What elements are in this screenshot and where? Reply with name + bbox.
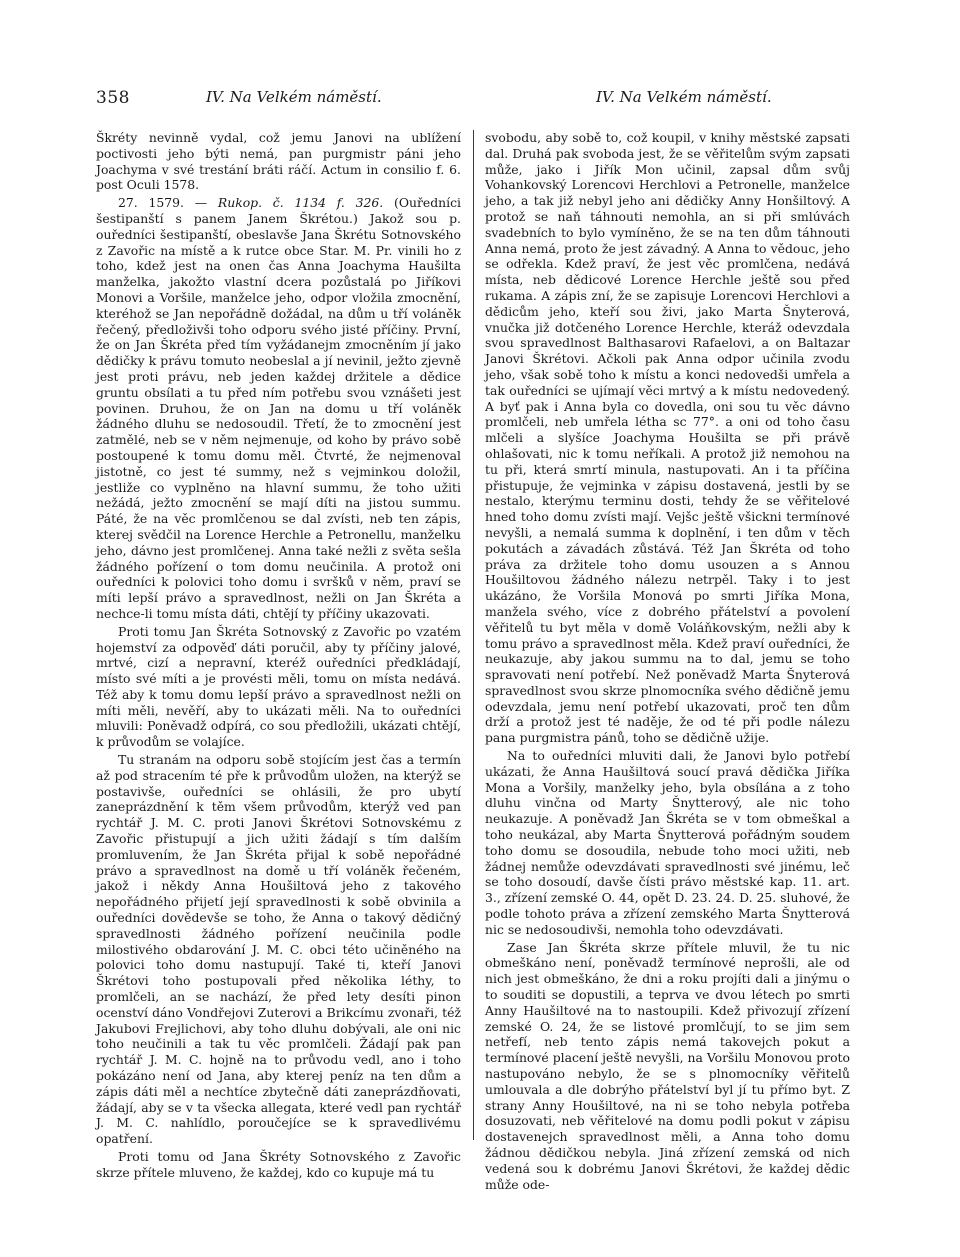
- entry-27: [96, 195, 461, 622]
- page-number: 358: [96, 88, 130, 108]
- running-head-right: IV. Na Velkém náměstí.: [596, 88, 772, 106]
- paragraph: Tu stranám na odporu sobě stojícím jest čas a termín až pod stracením té pře k průvodům uložen, na kterýž se postavivše, ouředníci se ohlásili, že pro ubytí zaneprázdnění k těm všem průvodům, kterýž ved pan rychtář J. M. C. proti Janovi Škrétovi Sotnovskému z Zavořic přistupují a jich užiti žádají s tím dalším promluvením, že Jan Škréta přijal k sobě nepořádné právo a spravedlnost na domě u tří voláněk řečeném, jakož i někdy Anna Houšiltová jeho z takového nepořádného přijetí její spravedlnosti k sobě obvinila a ouředníci dovědevše se toho, že Anna o takový dědičný spravedlnosti žádného pořízení neučinila podle milostivého obdarování J. M. C. obci této učiněného na polovici toho domu nastupují. Také ti, kteří Janovi Škrétovi toho postupovali před několika léthy, to promlčeli, an se nachází, že před lety desíti pinon ocenství dáno Vondřejovi Zuterovi a Brikcímu zvonaři, též Jakubovi Frejlichovi, aby toho dluhu dobývali, ale oni nic toho neučinili a tak tu věc promlčeli. Žádají pak pan rychtář J. M. C. hojně na to průvodu vedl, ano i toho pokázáno není od Jana, aby kterej peníz na ten dům a zápis dáti měl a nechtíce zbytečně dáti zaneprázdňovati, žádají, aby se v ta všecka allegata, které vedl pan rychtář J. M. C. nahlídlo, poroučejíce se k spravedlivému opatření.: [96, 752, 461, 1147]
- paragraph: Škréty nevinně vydal, což jemu Janovi na ublížení poctivosti jeho býti nemá, pan purgmistr páni jeho Joachyma v své trestání bráti ráčí. Actum in consilio f. 6. post Oculi 1578.: [96, 130, 461, 193]
- paragraph: Zase Jan Škréta skrze přítele mluvil, že tu nic obmeškáno není, poněvadž termínové neprošli, ale od nich jest obmeškáno, že dni a roku projíti dali a jinýmu o to souditi se dopustili, a teprva ve dvou létech po smrti Anny Haušiltové na to nastoupili. Kdež přivozují zřízení zemské O. 24, že se listové promlčují, to se jim sem netřefí, neb tento zápis nemá takovejch pokut a termínové placení ještě nevyšli, na Voršilu Monovou proto nastupováno nebylo, že se s plnomocníky věřitelů umlouvala a dle dobrýho přátelství byl jí tu přímo byt. Z strany Anny Houšiltové, na ni se toho nebyla potřeba dosuzovati, neb věřitelové na domu podli pokut v zápisu dostavenejch spravedlnost měli, a Anna toho domu žádnou dědičkou nebyla. Jiná zřízení zemská od nich vedená sou k dobrému Janovi Škrétovi, že každej dědic může ode-: [485, 939, 850, 1192]
- page-header: [96, 88, 856, 112]
- paragraph: Proti tomu Jan Škréta Sotnovský z Zavořic po vzatém hojemství za odpověď dáti poručil, aby ty příčiny jalové, mrtvé, cizí a nepravní, kteréž ouředníci předkládají, místo své míti a je provésti měli, tomu on místa nedává. Též aby k tomu domu lepší právo a spravedlnost nežli on míti měli, nevěří, aby to ukázati měli. Na to ouředníci mluvili: Poněvadž odpírá, co sou předložili, ukázati chtějí, k průvodům se volajíce.: [96, 623, 461, 750]
- paragraph: Na to ouředníci mluviti dali, že Janovi bylo potřebí ukázati, že Anna Haušiltová soucí pravá dědička Jiříka Mona a Voršily, manželky jeho, byla obsílána a z toho dluhu vinčna od Marty Šnytterový, ale nic toho neukazuje. A poněvadž Jan Škréta se v tom obmeškal a toho neukázal, aby Marta Šnytterová pořádným soudem toho domu se dosoudila, nebude toho moci užiti, neb žádnej nemůže odevzdávati spravedlnosti své jinému, leč se toho dosoudí, davše čísti právo městské kap. 11. art. 3., zřízení zemské O. 44, opět D. 23. 24. D. 25. sluhové, že podle tohoto práva a zřízení zemského Marta Šnytterová nic se nedosoudivši, nemohla toho odevzdávati.: [485, 748, 850, 937]
- running-head-left: IV. Na Velkém náměstí.: [206, 88, 382, 106]
- right-column: [485, 130, 850, 1192]
- paragraph: Proti tomu od Jana Škréty Sotnovského z Zavořic skrze přítele mluveno, že každej, kdo co kupuje má tu: [96, 1149, 461, 1180]
- paragraph: svobodu, aby sobě to, což koupil, v knihy městské zapsati dal. Druhá pak svoboda jest, že se věřitelům svým zapsati může, jako i Jiřík Mon učinil, zapsal dům svůj Vohankovský Lorencovi Herchlovi a Petronelle, manželce jeho, a tak již nebyl jeho ani dědičky Anny Honšiltový. A protož se naň táhnouti nemohla, an si při smlúvách svadebních to bylo vymíněno, že se na ten dům táhnouti Anna nemá, proto že jest závadný. A Anna to vědouc, jeho se odřekla. Kdež praví, že jest věc promlčena, nedává místa, neb dědicové Lorence Herchle ještě sou před rukama. A zápis zní, že se zapisuje Lorencovi Herchlovi a dědicům jeho, kteří sou živi, jako Marta Šnyterová, vnučka již dotčeného Lorence Herchle, kteráž odevzdala svou spravedlnost Balthasarovi Rafaelovi, a on Baltazar Janovi Škrétovi. Ačkoli pak Anna odpor učinila zvodu jeho, však sobě toho k místu a konci nedovedši umřela a tak ouředníci se ujímají věci mrtvý a k místu nedovedený. A byť pak i Anna byla co dovedla, oni sou tu věc dávno promlčeli, neb umřela létha sc 77°. a oni od toho času mlčeli a slyšíce Joachyma Houšilta se při právě ohlašovati, nic k tomu neříkali. A protož již nemohou na tu při, která smrtí minula, nastupovati. An i ta příčina přistupuje, že vejminka v zápisu dostavená, jestli by se nestalo, kterýmu terminu dosti, tehdy že se věřitelové hned toho domu zvísti mají. Vejšc ještě všickni termínové nevyšli, a nemalá summa k doplnění, i ten dům v těch pokutách a závadách zůstává. Též Jan Škréta od toho práva za držitele toho domu usouzen a s Annou Houšiltovou žádného nálezu netrpěl. Taky i to jest ukázáno, že Voršila Monová po smrti Jiříka Mona, manžela svého, více z dobrého přátelství a povolení věřitelů tu byt měla v domě Voláňkovským, nežli aby k tomu právo a spravedlnost měla. Kdež praví ouředníci, že neukazuje, aby jakou summu na to dal, jemu se toho spravovati není potřebí. Než poněvadž Marta Šnyterová spravedlnost svou skrze plnomocníka svého dědičně jemu odevzdala, jemu není potřebí ukazovati, proč ten dům drží a protož jest té naděje, že od té při podle nálezu pana purgmistra pánů, toho se dědičně užije.: [485, 130, 850, 746]
- left-column: [96, 130, 461, 1181]
- manuscript-reference: Rukop. č. 1134 f. 326.: [217, 195, 384, 211]
- column-divider: [473, 130, 474, 1140]
- entry-number: 27. 1579. —: [118, 195, 218, 211]
- entry-body: (Ouředníci šestipanští s panem Janem Škrétou.) Jakož sou p. ouředníci šestipanští, obeslavše Jana Škrétu Sotnovského z Zavořic na místě a k rutce obce Star. M. Pr. vinili ho z toho, kdež jest na onen čas Anna Joachyma Haušilta manželka, jakožto vlastní dcera pozůstalá po Jiříkovi Monovi a Voršile, manželce jeho, odpor vložila zmocnění, kteréhož se Jan nepořádně dožádal, na dům u tří voláněk řečený, předloživši toho odporu svého jisté příčiny. První, že on Jan Škréta před tím vyžádanejm zmocněním jí jako dědičky k právu tomuto neobeslal a jí nevinil, ježto zjevně jest proti právu, neb jeden každej držitele a dědice gruntu obsílati a tu před ním potřebu svou vznášeti jest povinen. Druhou, že on Jan na domu u tří voláněk žádného dluhu se nedosoudil. Třetí, že to zmocnění jest zatmělé, neb se v něm nejmenuje, od koho by právo sobě postoupené k tomu domu měl. Čtvrté, že nejmenoval jistotně, co jest té summy, než s vejminkou doložil, jestliže co vyplněno na hlavní summu, že toho užiti nežádá, ježto zmocnění se mají díti na jistou summu. Páté, že na věc promlčenou se dal zvísti, neb ten zápis, kterej svědčil na Lorence Herchle a Petronellu, manželku jeho, dávno jest promlčenej. Anna také nežli z světa sešla žádného pořízení o tom domu neučinila. A protož oni ouředníci k polovici toho domu i svršků v něm, praví se míti lepší právo a spravedlnost, nežli on Jan Škréta a nechce-li tomu místa dáti, chtějí ty příčiny ukazovati.: [96, 195, 461, 621]
